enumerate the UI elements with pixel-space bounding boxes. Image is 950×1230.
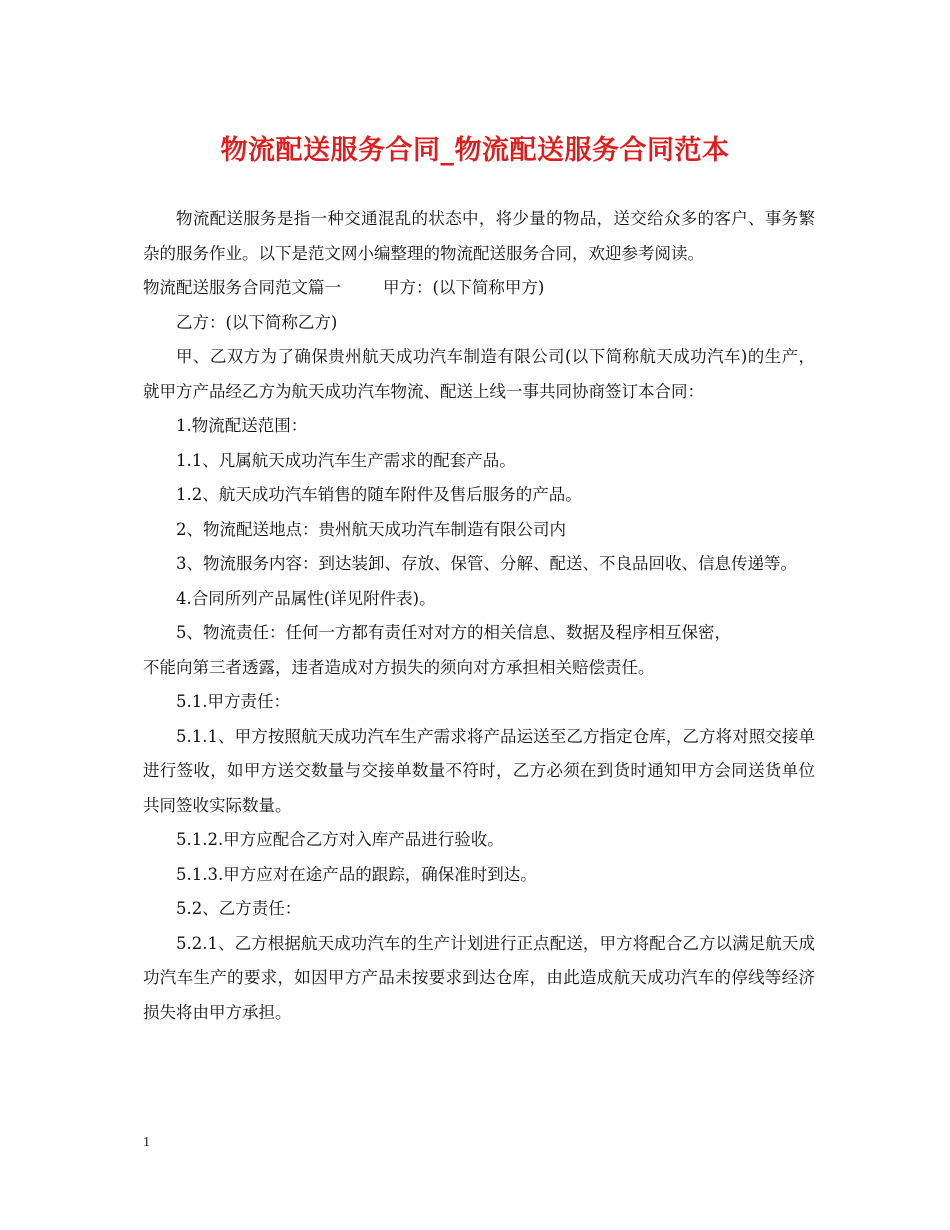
- intro-paragraph: 物流配送服务是指一种交通混乱的状态中，将少量的物品，送交给众多的客户、事务繁杂的服务作业。以下是范文网小编整理的物流配送服务合同，欢迎参考阅读。: [143, 209, 815, 263]
- party-a-line: 甲方：(以下简称甲方): [383, 278, 545, 297]
- clause-5-2: 5.2、乙方责任：: [176, 899, 302, 918]
- section-1-heading: 1.物流配送范围：: [176, 416, 308, 435]
- clause-4: 4.合同所列产品属性(详见附件表)。: [176, 588, 436, 608]
- clause-5-2-1: 5.2.1、乙方根据航天成功汽车的生产计划进行正点配送，甲方将配合乙方以满足航天成功汽车生产的要求，如因甲方产品未按要求到达仓库，由此造成航天成功汽车的停线等经济损失将由甲方承担。: [143, 933, 815, 1022]
- party-b-line: 乙方：(以下简称乙方): [176, 312, 338, 332]
- preamble-paragraph: 甲、乙双方为了确保贵州航天成功汽车制造有限公司(以下简称航天成功汽车)的生产，就甲方产品经乙方为航天成功汽车物流、配送上线一事共同协商签订本合同：: [143, 347, 815, 401]
- clause-5-continuation: 不能向第三者透露，违者造成对方损失的须向对方承担相关赔偿责任。: [143, 657, 655, 677]
- sample-heading-line: [143, 271, 815, 306]
- clause-3: 3、物流服务内容：到达装卸、存放、保管、分解、配送、不良品回收、信息传递等。: [176, 554, 797, 573]
- clause-1-1: 1.1、凡属航天成功汽车生产需求的配套产品。: [176, 450, 516, 470]
- clause-2: 2、物流配送地点：贵州航天成功汽车制造有限公司内: [176, 519, 566, 539]
- document-body: [143, 202, 815, 1030]
- clause-5-1-2: 5.1.2.甲方应配合乙方对入库产品进行验收。: [176, 830, 504, 849]
- clause-5: 5、物流责任：任何一方都有责任对对方的相关信息、数据及程序相互保密，: [176, 623, 731, 642]
- clause-5-1-3: 5.1.3.甲方应对在途产品的跟踪，确保准时到达。: [176, 864, 537, 884]
- page-number: 1: [143, 1135, 150, 1150]
- clause-1-2: 1.2、航天成功汽车销售的随车附件及售后服务的产品。: [176, 485, 582, 504]
- clause-5-1-1: 5.1.1、甲方按照航天成功汽车生产需求将产品运送至乙方指定仓库，乙方将对照交接单进行签收，如甲方送交数量与交接单数量不符时，乙方必须在到货时通知甲方会同送货单位共同签收实际数量。: [143, 726, 815, 815]
- clause-5-1: 5.1.甲方责任：: [176, 692, 290, 711]
- document-title: 物流配送服务合同_物流配送服务合同范本: [220, 135, 730, 166]
- sample-heading: 物流配送服务合同范文篇一: [143, 278, 341, 297]
